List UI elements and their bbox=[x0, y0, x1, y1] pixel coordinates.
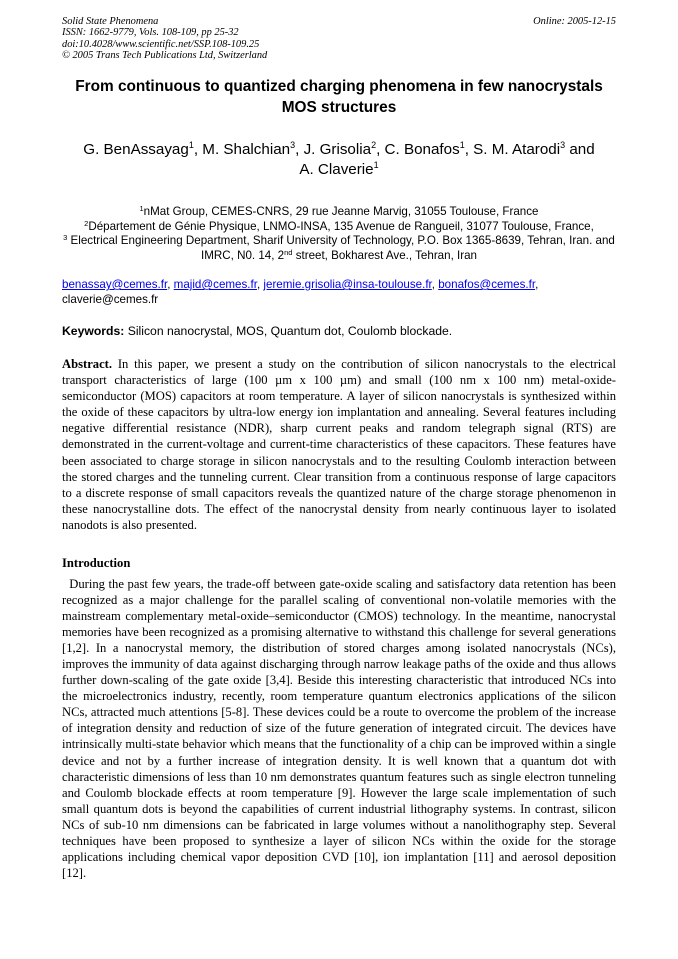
email-link[interactable]: majid@cemes.fr bbox=[173, 278, 257, 291]
author: M. Shalchian$^3$, bbox=[202, 140, 304, 158]
email-link[interactable]: bonafos@cemes.fr bbox=[438, 278, 536, 291]
affiliation-3: $^3$ Electrical Engineering Department, Sharif University of Technology, P.O. Box 1365-8639, Tehran, Iran. and IMRC, N0. 14, 2nd street, Bokharest Ave., Tehran, Iran bbox=[63, 233, 615, 262]
author: A. Claverie$^1$ bbox=[299, 160, 379, 178]
doi-line: doi:10.4028/www.scientific.net/SSP.108-109.25 bbox=[62, 38, 260, 50]
author: S. M. Atarodi$^3$ and bbox=[473, 140, 595, 158]
author: G. BenAssayag$^1$, bbox=[83, 140, 203, 158]
keywords-label: Keywords: bbox=[62, 324, 125, 338]
section-heading: Introduction bbox=[62, 556, 131, 570]
paper-title: From continuous to quantized charging phenomena in few nanocrystals MOS structures bbox=[75, 78, 603, 116]
email-list: benassay@cemes.fr, majid@cemes.fr, jeremie.grisolia@insa-toulouse.fr, bonafos@cemes.fr, claverie@cemes.fr bbox=[62, 278, 539, 306]
affiliations bbox=[62, 205, 616, 263]
journal-name: Solid State Phenomena bbox=[62, 16, 159, 27]
abstract-label: Abstract. bbox=[62, 357, 113, 371]
publication-info bbox=[62, 16, 267, 62]
affiliation-1: $^1$nMat Group, CEMES-CNRS, 29 rue Jeanne Marvig, 31055 Toulouse, France bbox=[139, 204, 539, 218]
affiliation-2: $^2$Département de Génie Physique, LNMO-INSA, 135 Avenue de Rangueil, 31077 Toulouse, France, bbox=[84, 218, 594, 233]
author-list bbox=[62, 140, 616, 180]
abstract bbox=[62, 356, 616, 533]
introduction-text: During the past few years, the trade-off between gate-oxide scaling and satisfactory data retention has been recognized as a major challenge for the parallel scaling of conventional non-volatile memories with the mainstream complementary metal-oxide–semiconductor (CMOS) technology. In the meantime, nanocrystal memories have been recognized as a promising alternative to withstand this challenge for several generations [1,2]. In a nanocrystal memory, the distribution of stored charges among isolated nanocrystals (NCs), improves the immunity of data against discharging through narrow leakage paths of the oxide and thus allows further down-scaling of the gate oxide [3,4]. Beside this interesting characteristic that introduced NCs into the microelectronics industry, recently, room temperature quantum electronics applications of the silicon NCs, attracted much attentions [5-8]. These devices could be a route to overcome the problem of the increase of integration density and reduction of size of the future generation of integrated circuit. The devices have intrinsically multi-state behavior which means that the functionality of a chip can be improved within a single device and not by a further increase of integration density. It is well known that a quantum dot with characteristic dimensions of less than 10 nm demonstrates quantum features such as single electron tunneling and Coulomb blockade effects at room temperature [9]. However the large scale implementation of such small quantum dots is beyond the capabilities of current industrial lithography systems. In contrast, silicon NCs of sub-10 nm dimensions can be fabricated in large volumes without a nanolithography step. Several techniques have been proposed to synthesize a layer of silicon NCs within the oxide for the storage applications including chemical vapor deposition CVD [10], ion implantation [11] and aerosol deposition [12]. bbox=[62, 577, 617, 880]
introduction-paragraph bbox=[62, 576, 616, 881]
keywords-text: Silicon nanocrystal, MOS, Quantum dot, Coulomb blockade. bbox=[124, 324, 453, 338]
keywords bbox=[62, 323, 616, 339]
author: J. Grisolia$^2$, bbox=[303, 140, 385, 158]
copyright-line: © 2005 Trans Tech Publications Ltd, Switzerland bbox=[62, 50, 268, 62]
email-text: claverie@cemes.fr bbox=[62, 292, 159, 306]
author: C. Bonafos$^1$, bbox=[384, 140, 474, 158]
issn-line: ISSN: 1662-9779, Vols. 108-109, pp 25-32 bbox=[62, 27, 239, 39]
email-link[interactable]: jeremie.grisolia@insa-toulouse.fr bbox=[263, 278, 432, 291]
abstract-text: In this paper, we present a study on the contribution of silicon nanocrystals to the electrical transport characteristics of large (100 µm x 100 µm) and small (100 nm x 100 nm) metal-oxide-semiconductor (MOS) capacitors at room temperature. A layer of silicon nanocrystals is synthesized within the oxide of these capacitors by ultra-low energy ion implantation and annealing. Several features including negative differential resistance (NDR), sharp current peaks and random telegraph signal (RTS) are demonstrated in the current-voltage and current-time characteristics of these capacitors. These features have been associated to charge storage in silicon nanocrystals and to the resulting Coulomb interaction between the stored charges and the tunneling current. Clear transition from a continuous response of large capacitors to a discrete response of small capacitors reveals the quantized nature of the charge storage phenomenon in these nanocrystalline dots. The effect of the nanocrystal density from nearly continuous layer to isolated nanodots is also presented. bbox=[62, 357, 616, 532]
email-link[interactable]: benassay@cemes.fr bbox=[62, 278, 168, 291]
online-date: Online: 2005-12-15 bbox=[533, 16, 616, 27]
